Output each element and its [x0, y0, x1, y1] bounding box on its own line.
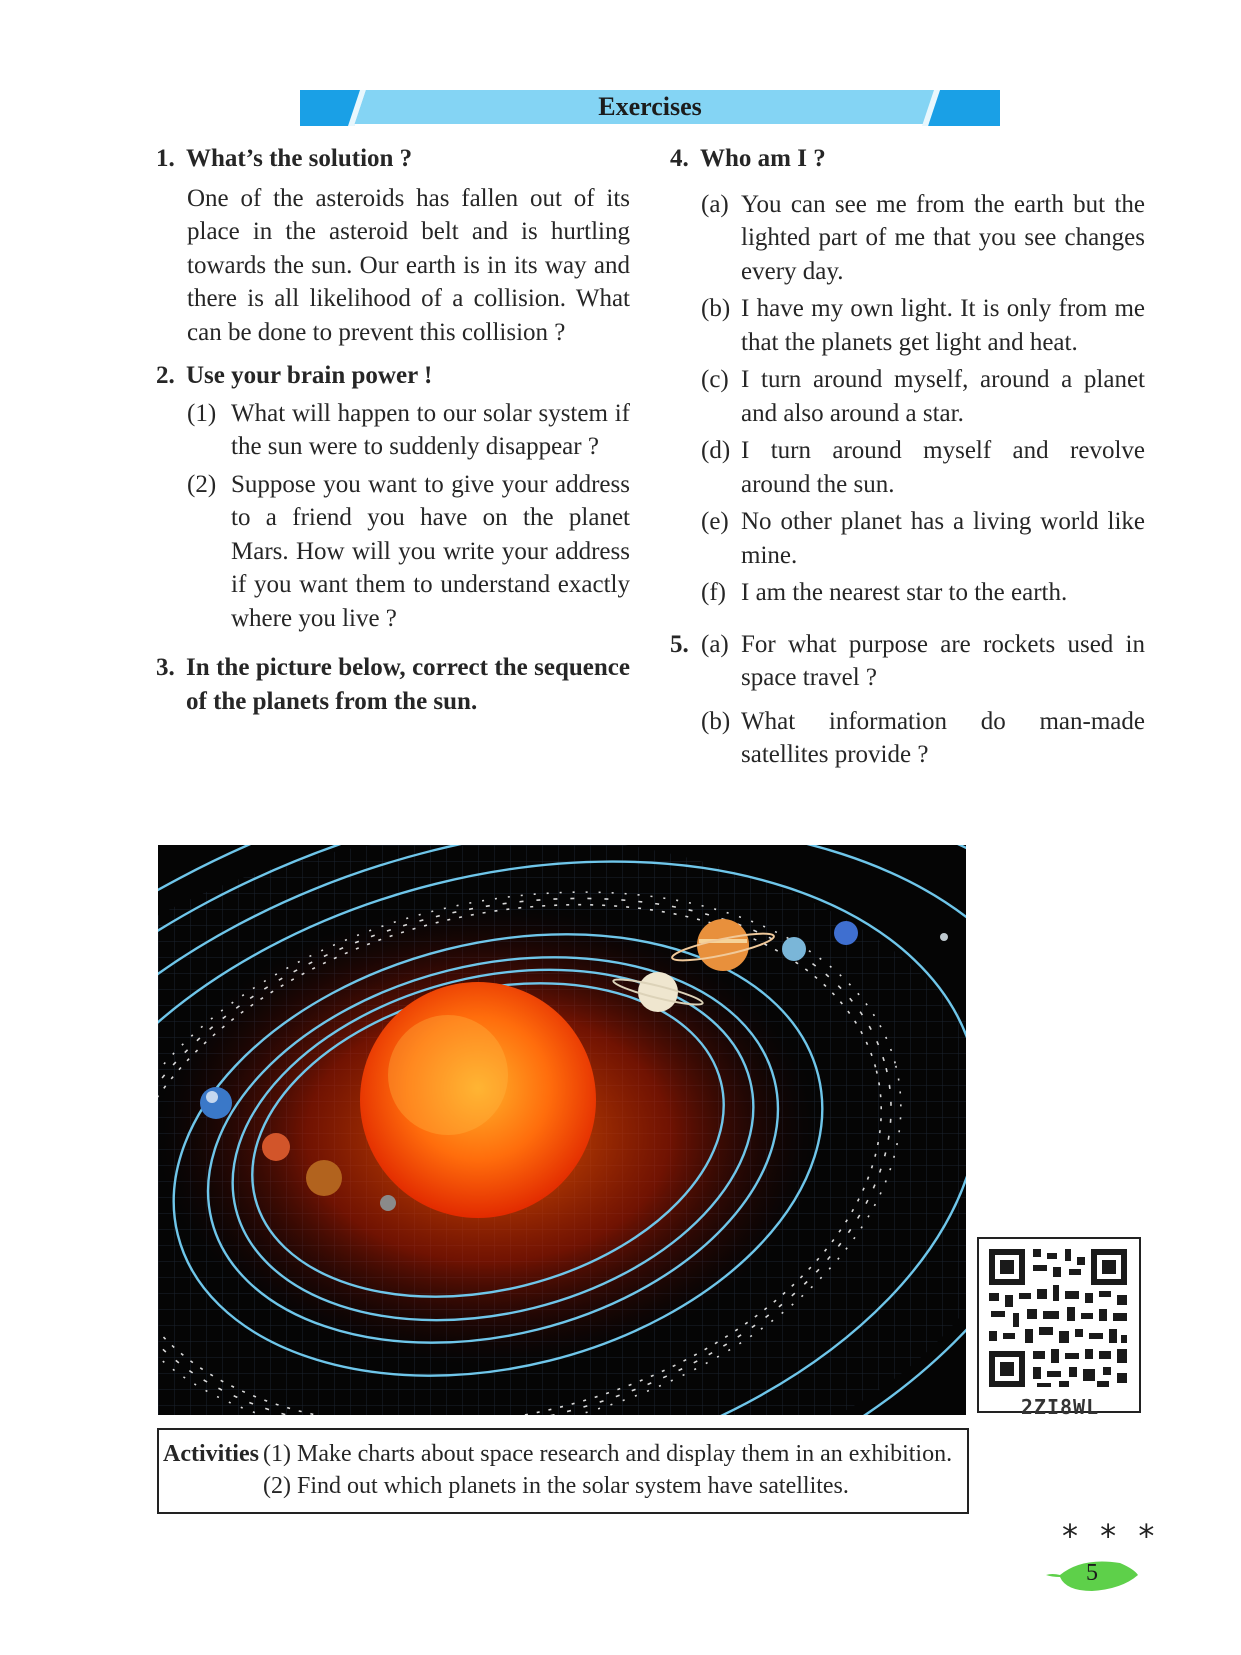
list-item: [701, 363, 1145, 430]
item-label: (b): [701, 707, 731, 735]
exercises-banner: [300, 88, 1000, 128]
right-column: [670, 142, 1145, 772]
question-number: 1.: [156, 145, 175, 172]
question-2-list: [156, 397, 630, 636]
item-text: You can see me from the earth but the lighted part of me that you see changes every day.: [741, 190, 1145, 285]
item-text: I turn around myself, around a planet and also around a star.: [741, 366, 1145, 427]
qr-code-label: 2ZI8WL: [1020, 1395, 1100, 1419]
item-label: (a): [701, 190, 729, 218]
item-text: For what purpose are rockets used in space travel ?: [741, 630, 1145, 691]
question-1-heading: [156, 142, 630, 176]
item-text: I turn around myself and revolve around the sun.: [741, 437, 1145, 498]
question-number: 2.: [156, 362, 175, 389]
item-text: No other planet has a living world like mine.: [741, 508, 1145, 569]
question-number: 3.: [156, 654, 175, 681]
banner-title: Exercises: [598, 92, 702, 121]
question-number: 4.: [670, 145, 689, 172]
list-item: [187, 397, 630, 464]
question-3-heading: [156, 651, 630, 718]
list-item: [701, 705, 1145, 772]
list-item: [701, 188, 1145, 289]
question-5-list: [701, 628, 1145, 772]
question-title: Use your brain power !: [186, 362, 433, 389]
activity-item: (1) Make charts about space research and display them in an exhibition.: [263, 1441, 953, 1467]
item-text: I have my own light. It is only from me that the planets get light and heat.: [741, 295, 1145, 356]
question-title: What’s the solution ?: [186, 145, 413, 172]
item-label: (e): [701, 508, 729, 535]
item-label: (b): [701, 295, 731, 322]
qr-code-box: [977, 1237, 1141, 1413]
item-label: (f): [701, 579, 726, 606]
section-end-stars: * * *: [1062, 1517, 1161, 1555]
page-number: 5: [1086, 1560, 1098, 1586]
list-item: [701, 576, 1145, 610]
item-label: (d): [701, 437, 731, 464]
item-text: What information do man-made satellites provide ?: [741, 707, 1145, 768]
item-label: (c): [701, 366, 729, 393]
item-text: What will happen to our solar system if the sun were to suddenly disappear ?: [231, 399, 630, 460]
activities-box: [157, 1428, 969, 1514]
item-text: I am the nearest star to the earth.: [741, 579, 1068, 606]
activities-label: Activities: [163, 1441, 259, 1467]
question-number: 5.: [670, 630, 689, 658]
list-item: [701, 292, 1145, 359]
qr-code-icon: [979, 1239, 1139, 1411]
question-2-heading: [156, 359, 630, 393]
list-item: [701, 628, 1145, 695]
item-label: (2): [187, 470, 217, 498]
activity-item: (2) Find out which planets in the solar system have satellites.: [263, 1473, 849, 1499]
question-title: In the picture below, correct the sequence of the planets from the sun.: [186, 654, 630, 715]
solar-system-image: [158, 845, 966, 1415]
left-column: [156, 142, 630, 718]
question-5: [670, 628, 1145, 772]
list-item: [187, 468, 630, 636]
list-item: [701, 505, 1145, 572]
question-1-text: One of the asteroids has fallen out of its place in the asteroid belt and is hurtling towards the sun. Our earth is in its way and there is all likelihood of a collision. What can be done to prevent this collision ?: [187, 184, 630, 346]
solar-system-illustration: [158, 845, 966, 1415]
question-title: Who am I ?: [700, 145, 826, 172]
item-label: (1): [187, 399, 217, 427]
item-label: (a): [701, 630, 729, 658]
question-4-list: [670, 188, 1145, 610]
list-item: [701, 434, 1145, 501]
question-4-heading: [670, 142, 1145, 176]
item-text: Suppose you want to give your address to a friend you have on the planet Mars. How will you write your address if you want them to understand exactly where you live ?: [231, 470, 630, 632]
